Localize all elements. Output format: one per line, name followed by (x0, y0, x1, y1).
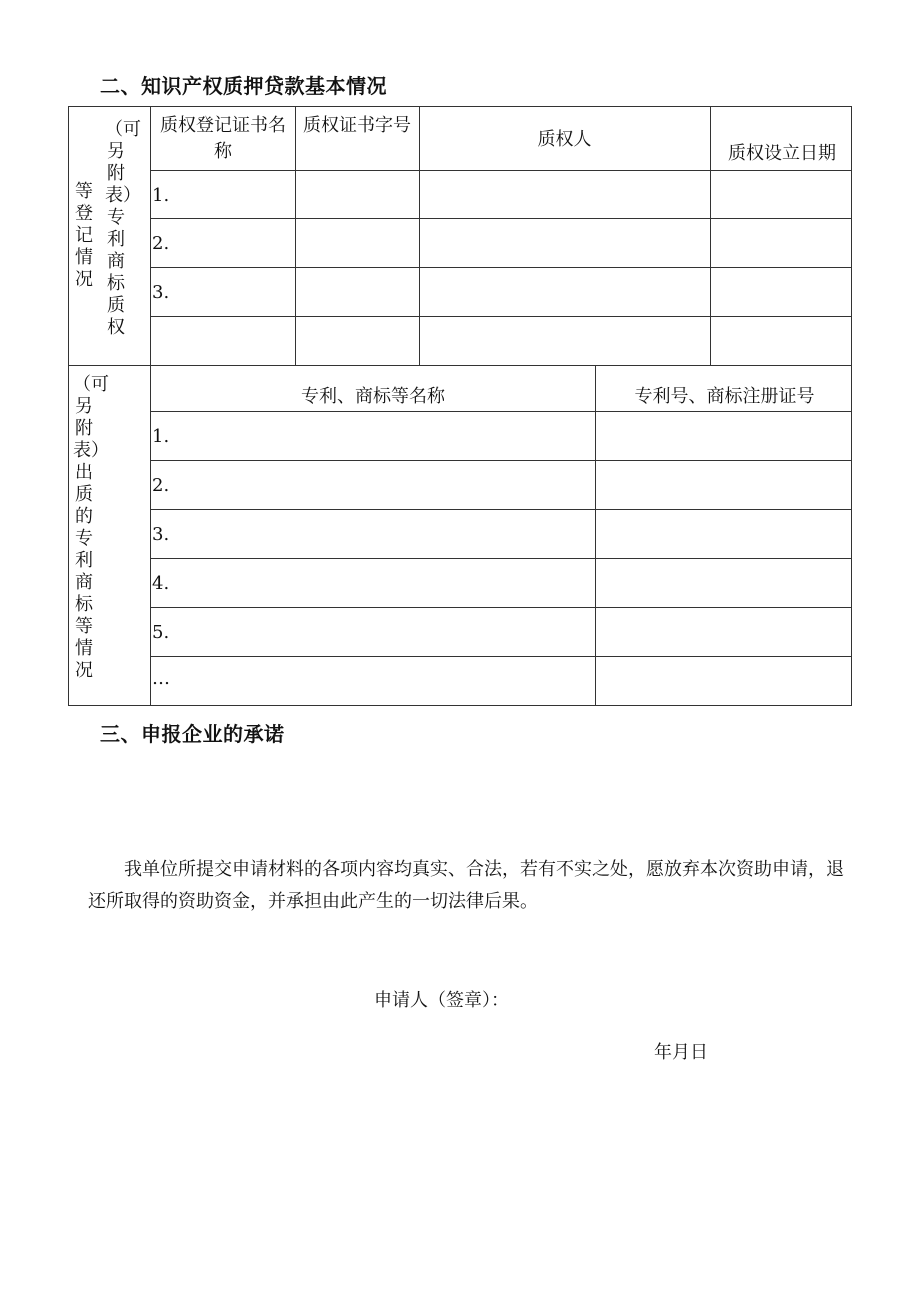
table2-row-number: 2. (152, 475, 170, 496)
date-label: 年月日 (654, 1042, 708, 1063)
pledge-text: 我单位所提交申请材料的各项内容均真实、合法，若有不实之处，愿放弃本次资助申请，退还所取得的资助资金，并承担由此产生的一切法律后果。 (88, 859, 844, 912)
pledge-registration-table (68, 106, 852, 366)
pledged-ip-table (68, 365, 852, 706)
table2-row-number: 5. (152, 622, 170, 643)
table2-row-number: 3. (152, 524, 170, 545)
table2-side-label: （可另附表）出质的专利商标等情况 (73, 374, 109, 681)
header-certificate-number: 质权证书字号 (303, 115, 411, 136)
table1-side-label-1: 等登记情况 (75, 181, 93, 290)
table2-row-number: 1. (152, 426, 170, 447)
header-certificate-name: 质权登记证书名称 (160, 115, 286, 162)
section3-heading: 三、申报企业的承诺 (100, 722, 285, 746)
header-ip-name: 专利、商标等名称 (301, 386, 445, 407)
table1-row-number: 2. (152, 233, 170, 254)
section2-heading: 二、知识产权质押贷款基本情况 (100, 74, 387, 98)
table2-row-number: … (152, 668, 170, 689)
signature-label: 申请人（签章）： (374, 990, 509, 1011)
header-ip-number: 专利号、商标注册证号 (634, 386, 815, 407)
table1-side-label-2: （可另附表）专利商标质权 (105, 119, 141, 338)
table2-row-number: 4. (152, 573, 170, 594)
header-pledgee: 质权人 (537, 129, 592, 150)
table1-row-number: 3. (152, 282, 170, 303)
header-pledge-date: 质权设立日期 (728, 143, 836, 164)
table1-row-number: 1. (152, 185, 170, 206)
